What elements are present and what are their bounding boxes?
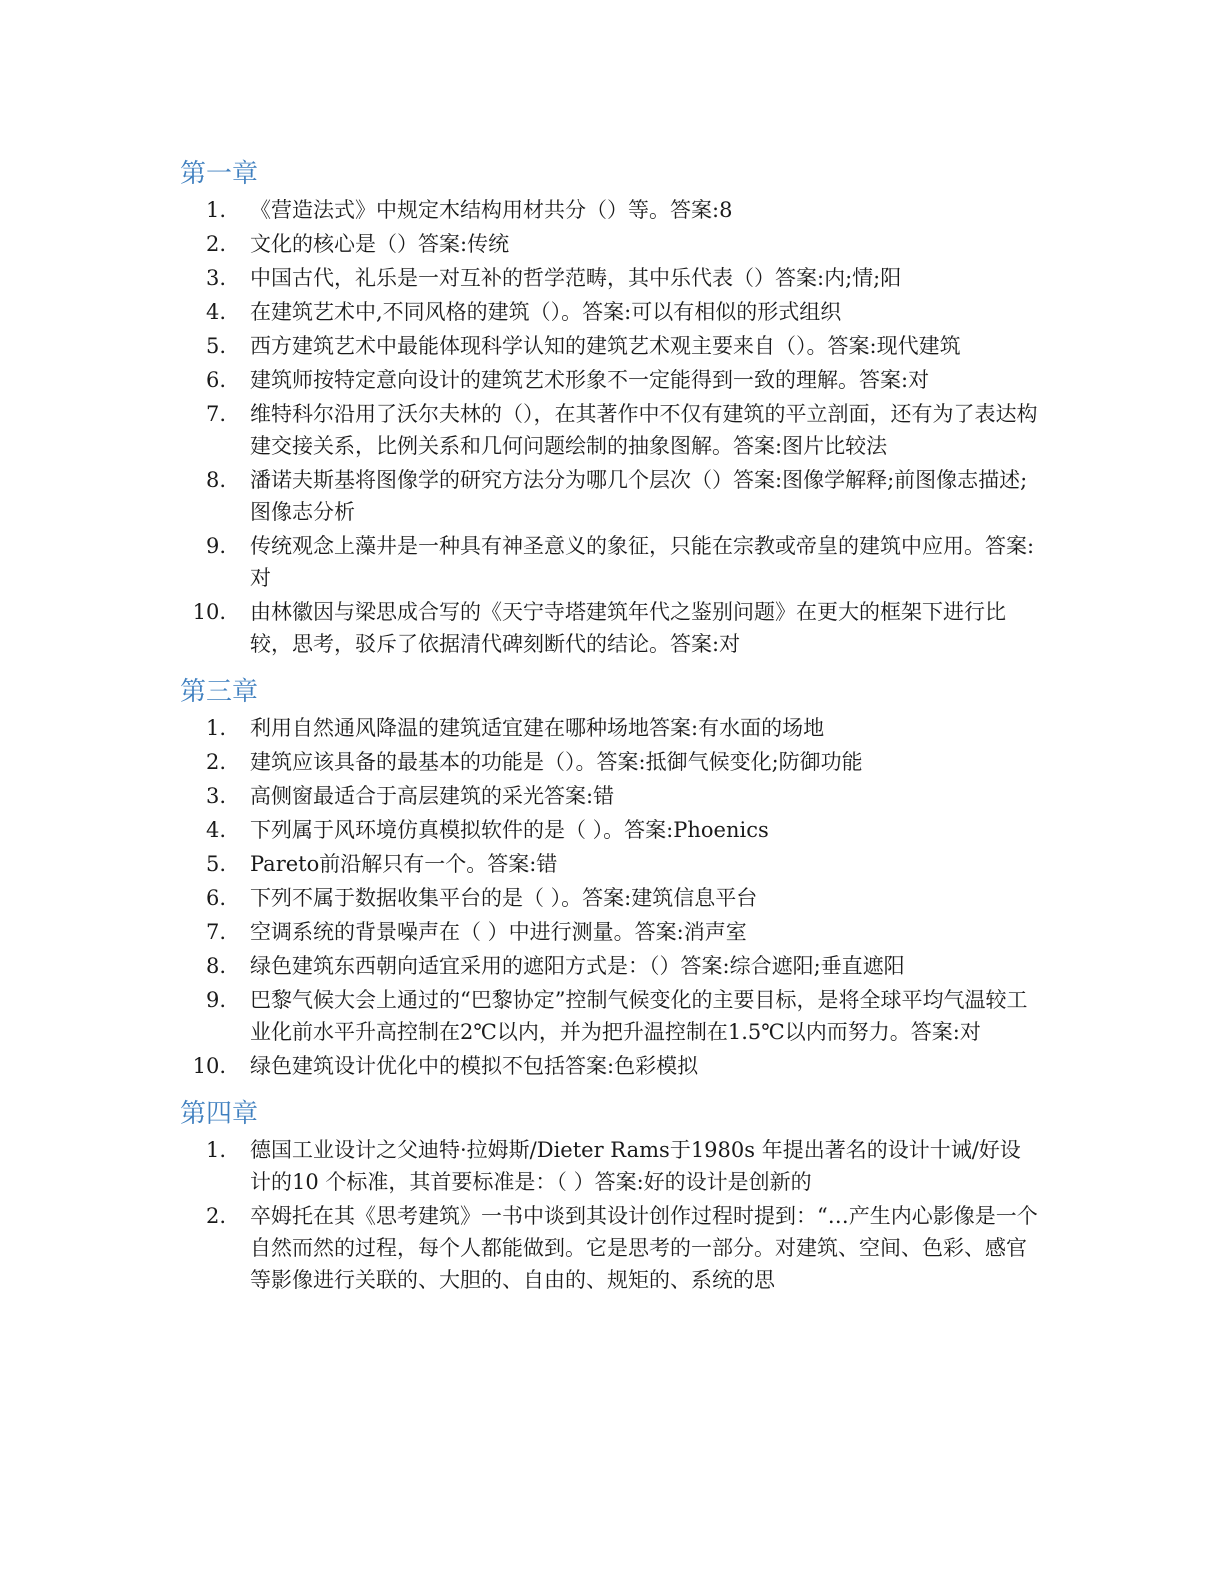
chapter-title: 第四章	[180, 1099, 259, 1129]
item-number: 10.	[192, 1054, 226, 1078]
document-content	[180, 156, 1040, 1310]
item-number: 2.	[205, 750, 226, 774]
item-number: 5.	[205, 334, 226, 358]
chapter-title: 第一章	[180, 159, 259, 189]
item-number: 3.	[205, 266, 226, 290]
list-item	[180, 398, 1040, 462]
list-item	[180, 530, 1040, 594]
item-text: 高侧窗最适合于高层建筑的采光答案:错	[250, 784, 615, 808]
list-item	[180, 1200, 1040, 1296]
item-text: 《营造法式》中规定木结构用材共分（）等。答案:8	[250, 198, 733, 222]
chapter-3	[180, 674, 1040, 1082]
list-item	[180, 1134, 1040, 1198]
item-text: 下列不属于数据收集平台的是（ ）。答案:建筑信息平台	[250, 886, 758, 910]
item-number: 7.	[205, 402, 226, 426]
item-number: 2.	[205, 232, 226, 256]
chapter-4	[180, 1096, 1040, 1296]
list-item	[180, 916, 1040, 948]
list-item	[180, 780, 1040, 812]
chapter-1	[180, 156, 1040, 660]
list-item	[180, 330, 1040, 362]
list-item	[180, 464, 1040, 528]
list-item	[180, 848, 1040, 880]
item-text: 下列属于风环境仿真模拟软件的是（ ）。答案:Phoenics	[250, 818, 769, 842]
item-text: 绿色建筑设计优化中的模拟不包括答案:色彩模拟	[250, 1054, 699, 1078]
item-number: 1.	[205, 1138, 226, 1162]
list-item	[180, 228, 1040, 260]
list-item	[180, 596, 1040, 660]
item-text: 中国古代，礼乐是一对互补的哲学范畴，其中乐代表（）答案:内;情;阳	[250, 266, 902, 290]
item-number: 4.	[205, 300, 226, 324]
item-text: 建筑应该具备的最基本的功能是（）。答案:抵御气候变化;防御功能	[250, 750, 863, 774]
item-number: 1.	[205, 198, 226, 222]
item-text: Pareto前沿解只有一个。答案:错	[250, 852, 558, 876]
question-list	[180, 712, 1040, 1082]
item-number: 6.	[205, 886, 226, 910]
item-number: 3.	[205, 784, 226, 808]
item-number: 1.	[205, 716, 226, 740]
question-list	[180, 1134, 1040, 1296]
chapter-title: 第三章	[180, 677, 259, 707]
item-text: 由林徽因与梁思成合写的《天宁寺塔建筑年代之鉴别问题》在更大的框架下进行比较，思考，驳斥了依据清代碑刻断代的结论。答案:对	[250, 600, 1006, 656]
item-text: 空调系统的背景噪声在（ ）中进行测量。答案:消声室	[250, 920, 747, 944]
item-text: 卒姆托在其《思考建筑》一书中谈到其设计创作过程时提到：“…产生内心影像是一个自然而然的过程，每个人都能做到。它是思考的一部分。对建筑、空间、色彩、感官等影像进行关联的、大胆的、自由的、规矩的、系统的思	[250, 1204, 1038, 1292]
item-text: 德国工业设计之父迪特·拉姆斯/Dieter Rams于1980s 年提出著名的设计十诫/好设计的10 个标准，其首要标准是：（ ）答案:好的设计是创新的	[250, 1138, 1021, 1194]
item-number: 8.	[205, 954, 226, 978]
item-number: 5.	[205, 852, 226, 876]
item-number: 6.	[205, 368, 226, 392]
item-number: 8.	[205, 468, 226, 492]
list-item	[180, 712, 1040, 744]
item-text: 西方建筑艺术中最能体现科学认知的建筑艺术观主要来自（）。答案:现代建筑	[250, 334, 961, 358]
item-text: 文化的核心是（）答案:传统	[250, 232, 510, 256]
item-number: 4.	[205, 818, 226, 842]
item-number: 9.	[205, 988, 226, 1012]
list-item	[180, 364, 1040, 396]
list-item	[180, 814, 1040, 846]
list-item	[180, 1050, 1040, 1082]
item-number: 9.	[205, 534, 226, 558]
item-number: 2.	[205, 1204, 226, 1228]
item-number: 10.	[192, 600, 226, 624]
list-item	[180, 296, 1040, 328]
list-item	[180, 882, 1040, 914]
item-text: 在建筑艺术中,不同风格的建筑（）。答案:可以有相似的形式组织	[250, 300, 842, 324]
item-number: 7.	[205, 920, 226, 944]
item-text: 巴黎气候大会上通过的“巴黎协定”控制气候变化的主要目标，是将全球平均气温较工业化前水平升高控制在2℃以内，并为把升温控制在1.5℃以内而努力。答案:对	[250, 988, 1028, 1044]
item-text: 维特科尔沿用了沃尔夫林的（），在其著作中不仅有建筑的平立剖面，还有为了表达构建交接关系，比例关系和几何问题绘制的抽象图解。答案:图片比较法	[250, 402, 1038, 458]
list-item	[180, 194, 1040, 226]
item-text: 利用自然通风降温的建筑适宜建在哪种场地答案:有水面的场地	[250, 716, 825, 740]
item-text: 建筑师按特定意向设计的建筑艺术形象不一定能得到一致的理解。答案:对	[250, 368, 930, 392]
list-item	[180, 950, 1040, 982]
list-item	[180, 746, 1040, 778]
item-text: 绿色建筑东西朝向适宜采用的遮阳方式是：（）答案:综合遮阳;垂直遮阳	[250, 954, 905, 978]
item-text: 传统观念上藻井是一种具有神圣意义的象征，只能在宗教或帝皇的建筑中应用。答案:对	[250, 534, 1035, 590]
question-list	[180, 194, 1040, 660]
item-text: 潘诺夫斯基将图像学的研究方法分为哪几个层次（）答案:图像学解释;前图像志描述;图像志分析	[250, 468, 1028, 524]
list-item	[180, 262, 1040, 294]
list-item	[180, 984, 1040, 1048]
